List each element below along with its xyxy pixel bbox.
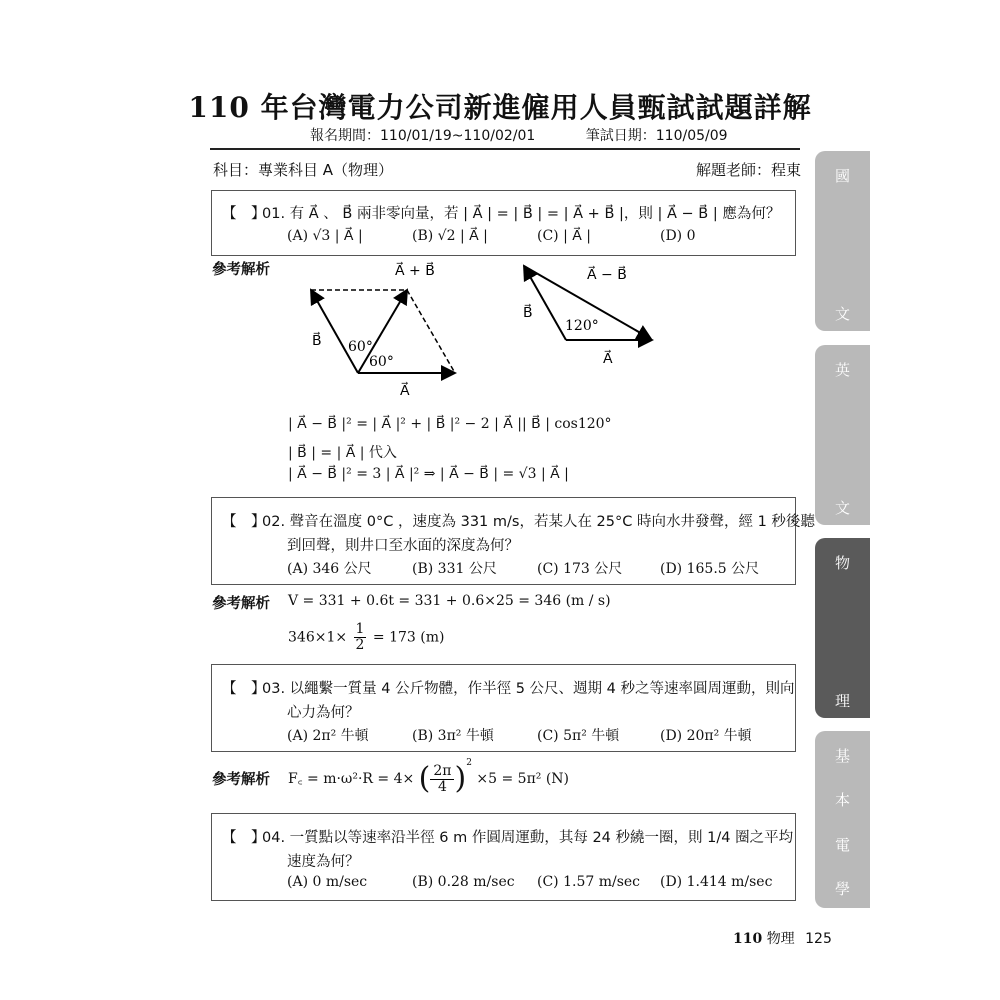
triangle-diagram (523, 265, 652, 367)
fraction-denominator: 4 (437, 778, 447, 795)
option-b: (B) 0.28 m/sec (412, 874, 515, 890)
option-c: (C) 1.57 m/sec (537, 874, 641, 890)
tab-basic-electricity-char-2: 本 (834, 791, 850, 809)
option-d: (D) 1.414 m/sec (660, 874, 773, 890)
question-text: 01. 有 A⃗ 、 B⃗ 兩非零向量，若 | A⃗ | = | B⃗ | = | A⃗ + B⃗ |，則 | A⃗ − B⃗ | 應為何？ (262, 206, 781, 222)
question-box-3 (211, 664, 796, 752)
tab-english[interactable] (815, 345, 870, 525)
solution-line-1: | A⃗ − B⃗ |² = | A⃗ |² + | B⃗ |² − 2 | A⃗ || B⃗ | cos120° (288, 416, 612, 432)
fraction-numerator: 2π (430, 764, 454, 780)
option-b: (B) 331 公尺 (412, 561, 497, 577)
tab-chinese[interactable] (815, 151, 870, 331)
dashed-right-edge (407, 290, 455, 373)
option-a: (A) √3 | A⃗ | (287, 228, 363, 244)
page-footer (733, 928, 832, 948)
solution-prefix: F꜀ = m·ω²·R = 4× (288, 771, 415, 787)
subject-label: 科目：專業科目 A（物理） (213, 161, 394, 179)
tab-basic-electricity[interactable] (815, 731, 870, 908)
question-box-2 (211, 497, 815, 585)
tab-english-char-1: 英 (834, 361, 850, 379)
solution-prefix: 346×1× (288, 629, 348, 646)
question-box-1 (211, 190, 796, 256)
footer-section-name: 物理 (766, 931, 795, 947)
vector-b-arrow (311, 290, 358, 373)
fraction-numerator: 1 (355, 621, 365, 637)
tab-basic-electricity-char-4: 學 (834, 880, 850, 898)
question-text-line-1: 03. 以繩繫一質量 4 公斤物體，作半徑 5 公尺、週期 4 秒之等速率圓周運動，則向 (262, 681, 795, 697)
angle-label-3: 120° (565, 318, 599, 334)
solution-line-2: | B⃗ | = | A⃗ | 代入 (288, 445, 397, 461)
answer-bracket: 【 】 (222, 514, 266, 530)
solution-line-2 (288, 622, 444, 653)
a-label: A⃗ (400, 383, 410, 399)
question-text-line-2: 到回聲，則井口至水面的深度為何？ (287, 538, 519, 554)
angle-label-2: 60° (369, 354, 394, 370)
option-c: (C) 173 公尺 (537, 561, 623, 577)
tab-basic-electricity-char-3: 電 (834, 836, 850, 854)
option-b: (B) √2 | A⃗ | (412, 228, 488, 244)
b2-label: B⃗ (523, 305, 533, 321)
exam-info (310, 125, 774, 145)
fraction (354, 622, 367, 653)
reference-label: 參考解析 (212, 772, 270, 788)
question-text-line-2: 速度為何？ (287, 854, 360, 870)
answer-bracket: 【 】 (222, 206, 266, 222)
option-b: (B) 3π² 牛頓 (412, 728, 494, 744)
exponent: 2 (466, 758, 472, 768)
option-a: (A) 2π² 牛頓 (287, 728, 369, 744)
option-a: (A) 0 m/sec (287, 874, 368, 890)
parallelogram-diagram (311, 261, 455, 399)
tab-chinese-char-2: 文 (834, 305, 850, 323)
solution-line-1: V = 331 + 0.6t = 331 + 0.6×25 = 346 (m / s) (288, 593, 611, 609)
fraction-denominator: 2 (355, 637, 365, 653)
reference-label: 參考解析 (212, 596, 270, 612)
reference-label: 參考解析 (212, 262, 270, 278)
answer-bracket: 【 】 (222, 681, 266, 697)
angle-label-1: 60° (348, 339, 373, 355)
diff-label: A⃗ − B⃗ (587, 267, 627, 283)
a2-label: A⃗ (603, 351, 613, 367)
solution-line-3: | A⃗ − B⃗ |² = 3 | A⃗ |² ⇒ | A⃗ − B⃗ | = √3 | A⃗ | (288, 466, 569, 482)
page-number: 125 (805, 931, 832, 947)
tab-english-char-2: 文 (834, 499, 850, 517)
right-paren: ) (454, 761, 467, 796)
option-c: (C) 5π² 牛頓 (537, 728, 620, 744)
registration-period: 報名期間：110/01/19~110/02/01 (310, 128, 536, 144)
option-c: (C) | A⃗ | (537, 228, 591, 244)
fraction (430, 764, 454, 795)
tab-physics[interactable] (815, 538, 870, 718)
option-d: (D) 20π² 牛頓 (660, 728, 752, 744)
exam-date: 筆試日期：110/05/09 (585, 128, 728, 144)
question-text-line-1: 02. 聲音在溫度 0°C ，速度為 331 m/s，若某人在 25°C 時向水井發聲，經 1 秒後聽 (262, 514, 815, 530)
tab-physics-char-2: 理 (834, 692, 850, 710)
page-title: 110 年台灣電力公司新進僱用人員甄試試題詳解 (188, 91, 812, 124)
header-rule (210, 148, 800, 150)
question-box-4 (211, 813, 796, 901)
solution-result: = 173 (m) (372, 629, 445, 646)
option-a: (A) 346 公尺 (287, 561, 372, 577)
tab-physics-char-1: 物 (834, 554, 850, 572)
left-paren: ( (418, 761, 431, 796)
question-text-line-1: 04. 一質點以等速率沿半徑 6 m 作圓周運動，其每 24 秒繞一圈，則 1/4 圈之平均 (262, 830, 794, 846)
sum-label: A⃗ + B⃗ (395, 263, 435, 279)
tab-chinese-char-1: 國 (834, 167, 850, 185)
tab-basic-electricity-char-1: 基 (834, 747, 850, 765)
teacher-label: 解題老師：程東 (696, 161, 802, 179)
solution-line-1 (288, 758, 569, 795)
solution-result: ×5 = 5π² (N) (476, 771, 570, 787)
b-label: B⃗ (312, 333, 322, 349)
option-d: (D) 0 (660, 228, 696, 244)
option-d: (D) 165.5 公尺 (660, 561, 760, 577)
question-text-line-2: 心力為何？ (287, 705, 360, 721)
footer-section-number: 110 (733, 931, 763, 947)
vector-diagrams (290, 255, 690, 405)
answer-bracket: 【 】 (222, 830, 266, 846)
